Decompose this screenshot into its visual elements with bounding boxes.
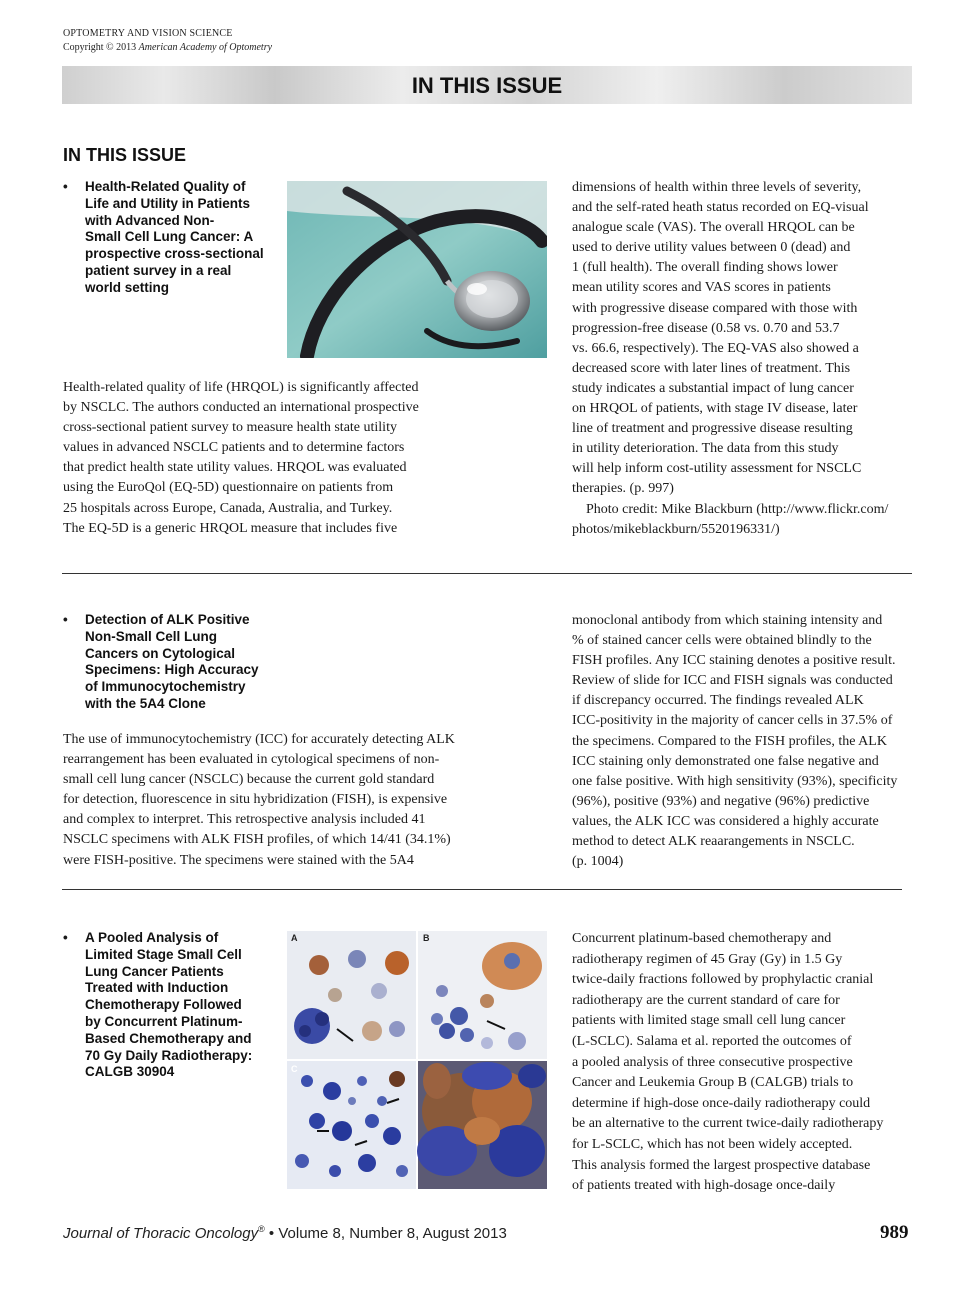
title-line: Non-Small Cell Lung [85, 628, 218, 644]
bullet-marker: • [63, 612, 68, 627]
title-line: 70 Gy Daily Radiotherapy: [85, 1047, 253, 1063]
bullet-marker: • [63, 930, 68, 945]
photo-credit-line: photos/mikeblackburn/5520196331/) [572, 521, 780, 537]
text-line: Health-related quality of life (HRQOL) is significantly affected [63, 380, 419, 395]
text-line: in utility deterioration. The data from this study [572, 441, 839, 457]
text-line: The use of immunocytochemistry (ICC) for accurately detecting ALK [63, 732, 455, 747]
text-line: values, the ALK ICC was considered a highly accurate [572, 813, 879, 829]
copyright-org: American Academy of Optometry [138, 42, 273, 53]
title-line: with the 5A4 Clone [85, 695, 206, 711]
text-line: on HRQOL of patients, with stage IV disease, later [572, 401, 858, 417]
text-line: radiotherapy are the current standard of care for [572, 992, 840, 1008]
article-title-alk [85, 612, 275, 713]
text-line: vs. 66.6, respectively). The EQ-VAS also showed a [572, 340, 859, 356]
section-heading: IN THIS ISSUE [63, 145, 187, 165]
text-line: The EQ-5D is a generic HRQOL measure that includes five [63, 520, 398, 536]
text-line: decreased score with later lines of treatment. This [572, 360, 851, 376]
article-title-calgb [85, 930, 275, 1081]
stethoscope-photo [287, 181, 547, 358]
cytology-micrographs [287, 931, 547, 1189]
text-line: This analysis formed the largest prospective database [572, 1157, 871, 1173]
text-line: patients with limited stage small cell lung cancer [572, 1013, 846, 1029]
photo-credit-line: Photo credit: Mike Blackburn (http://www.flickr.com/ [586, 501, 889, 517]
text-line: dimensions of health within three levels of severity, [572, 180, 862, 195]
footer-registered-mark: ® [258, 1224, 265, 1234]
section-divider [62, 889, 902, 890]
text-line: method to detect ALK reaarangements in NSCLC. [572, 834, 855, 850]
title-line: Life and Utility in Patients [85, 195, 251, 211]
text-line: twice-daily fractions followed by prophylactic cranial [572, 972, 874, 988]
text-line: (96%), positive (93%) and negative (96%) predictive [572, 793, 870, 809]
text-line: Cancer and Leukemia Group B (CALGB) trials to [572, 1075, 854, 1091]
text-line: mean utility scores and VAS scores in patients [572, 280, 831, 296]
text-line: and the self-rated heath status recorded on EQ-visual [572, 200, 869, 216]
article-alk-right-column [572, 611, 917, 872]
title-line: Health-Related Quality of [85, 179, 246, 194]
footer-issue: • Volume 8, Number 8, August 2013 [264, 1225, 507, 1242]
text-line: progression-free disease (0.58 vs. 0.70 and 53.7 [572, 320, 840, 336]
text-line: NSCLC specimens with ALK FISH profiles, of which 14/41 (34.1%) [63, 832, 451, 848]
title-line: CALGB 30904 [85, 1064, 175, 1080]
text-line: (L-SCLC). Salama et al. reported the outcomes of [572, 1033, 852, 1049]
title-line: Detection of ALK Positive [85, 612, 250, 627]
text-line: small cell lung cancer (NSCLC) because the current gold standard [63, 772, 435, 788]
title-line: patient survey in a real [85, 262, 232, 278]
article-hrqol-right-column [572, 178, 917, 540]
text-line: if discrepancy occurred. The findings revealed ALK [572, 693, 864, 709]
title-line: Specimens: High Accuracy [85, 662, 259, 678]
text-line: of patients treated with high-dosage once-daily [572, 1178, 836, 1194]
text-line: by NSCLC. The authors conducted an international prospective [63, 400, 419, 416]
text-line: that predict health state utility values. HRQOL was evaluated [63, 460, 407, 476]
text-line: the specimens. Compared to the FISH profiles, the ALK [572, 733, 887, 749]
article-title-hrqol [85, 179, 275, 297]
title-line: prospective cross-sectional [85, 246, 264, 262]
title-line: by Concurrent Platinum- [85, 1013, 243, 1029]
issue-banner [62, 66, 912, 104]
copyright-line [63, 42, 272, 53]
cytology-figure [287, 931, 547, 1189]
text-line: will help inform cost-utility assessment for NSCLC [572, 461, 862, 477]
text-line: values in advanced NSCLC patients and to determine factors [63, 440, 405, 456]
title-line: A Pooled Analysis of [85, 930, 219, 945]
text-line: be an alternative to the current twice-daily radiotherapy [572, 1116, 884, 1132]
text-line: analogue scale (VAS). The overall HRQOL can be [572, 220, 855, 236]
text-line: using the EuroQol (EQ-5D) questionnaire on patients from [63, 480, 394, 496]
banner-title: IN THIS ISSUE [411, 73, 563, 98]
text-line: % of stained cancer cells were obtained blindly to the [572, 633, 872, 649]
title-line: Based Chemotherapy and [85, 1030, 252, 1046]
title-line: Chemotherapy Followed [85, 997, 242, 1013]
panel-label-a: A [291, 933, 298, 943]
text-line: Review of slide for ICC and FISH signals was conducted [572, 673, 893, 689]
title-line: Treated with Induction [85, 980, 229, 996]
article-hrqol-left-column [63, 378, 483, 539]
text-line: rearrangement has been evaluated in cytological specimens of non- [63, 752, 440, 768]
article-alk-left-column [63, 730, 483, 871]
text-line: cross-sectional patient survey to measure health state utility [63, 420, 397, 436]
text-line: 1 (full health). The overall finding shows lower [572, 260, 838, 276]
text-line: ICC staining only demonstrated one false negative and [572, 753, 879, 769]
title-line: world setting [85, 279, 169, 295]
text-line: (p. 1004) [572, 854, 624, 870]
title-line: with Advanced Non- [85, 212, 215, 228]
text-line: Concurrent platinum-based chemotherapy and [572, 931, 832, 946]
text-line: one false positive. With high sensitivity (93%), specificity [572, 773, 898, 789]
panel-label-b: B [423, 933, 430, 943]
text-line: and complex to interpret. This retrospective analysis included 41 [63, 812, 426, 828]
section-divider [62, 573, 912, 574]
footer-journal-name: Journal of Thoracic Oncology [63, 1225, 259, 1242]
text-line: determine if high-dose once-daily radiotherapy could [572, 1095, 871, 1111]
text-line: 25 hospitals across Europe, Canada, Australia, and Turkey. [63, 500, 393, 516]
text-line: study indicates a substantial impact of lung cancer [572, 380, 854, 396]
title-line: Limited Stage Small Cell [85, 946, 242, 962]
copyright-prefix: Copyright © 2013 [63, 42, 139, 53]
panel-label-c: C [291, 1064, 298, 1074]
text-line: used to derive utility values between 0 (dead) and [572, 240, 851, 256]
text-line: radiotherapy regimen of 45 Gray (Gy) in 1.5 Gy [572, 951, 843, 967]
text-line: were FISH-positive. The specimens were stained with the 5A4 [63, 852, 414, 868]
title-line: of Immunocytochemistry [85, 679, 246, 695]
text-line: for L-SCLC, which has not been widely accepted. [572, 1136, 853, 1152]
journal-name: OPTOMETRY AND VISION SCIENCE [63, 28, 233, 39]
text-line: with progressive disease compared with those with [572, 300, 858, 316]
text-line: FISH profiles. Any ICC staining denotes a positive result. [572, 653, 896, 669]
article-calgb-right-column [572, 929, 917, 1197]
text-line: a pooled analysis of three consecutive prospective [572, 1054, 853, 1070]
title-line: Lung Cancer Patients [85, 963, 224, 979]
page-number: 989 [880, 1222, 909, 1243]
title-line: Small Cell Lung Cancer: A [85, 229, 254, 245]
text-line: ICC-positivity in the majority of cancer cells in 37.5% of [572, 713, 893, 729]
text-line: line of treatment and progressive disease resulting [572, 421, 853, 437]
text-line: monoclonal antibody from which staining intensity and [572, 613, 883, 628]
text-line: therapies. (p. 997) [572, 481, 674, 497]
footer-citation [63, 1224, 507, 1242]
text-line: for detection, fluorescence in situ hybridization (FISH), is expensive [63, 792, 448, 808]
title-line: Cancers on Cytological [85, 645, 236, 661]
bullet-marker: • [63, 179, 68, 194]
